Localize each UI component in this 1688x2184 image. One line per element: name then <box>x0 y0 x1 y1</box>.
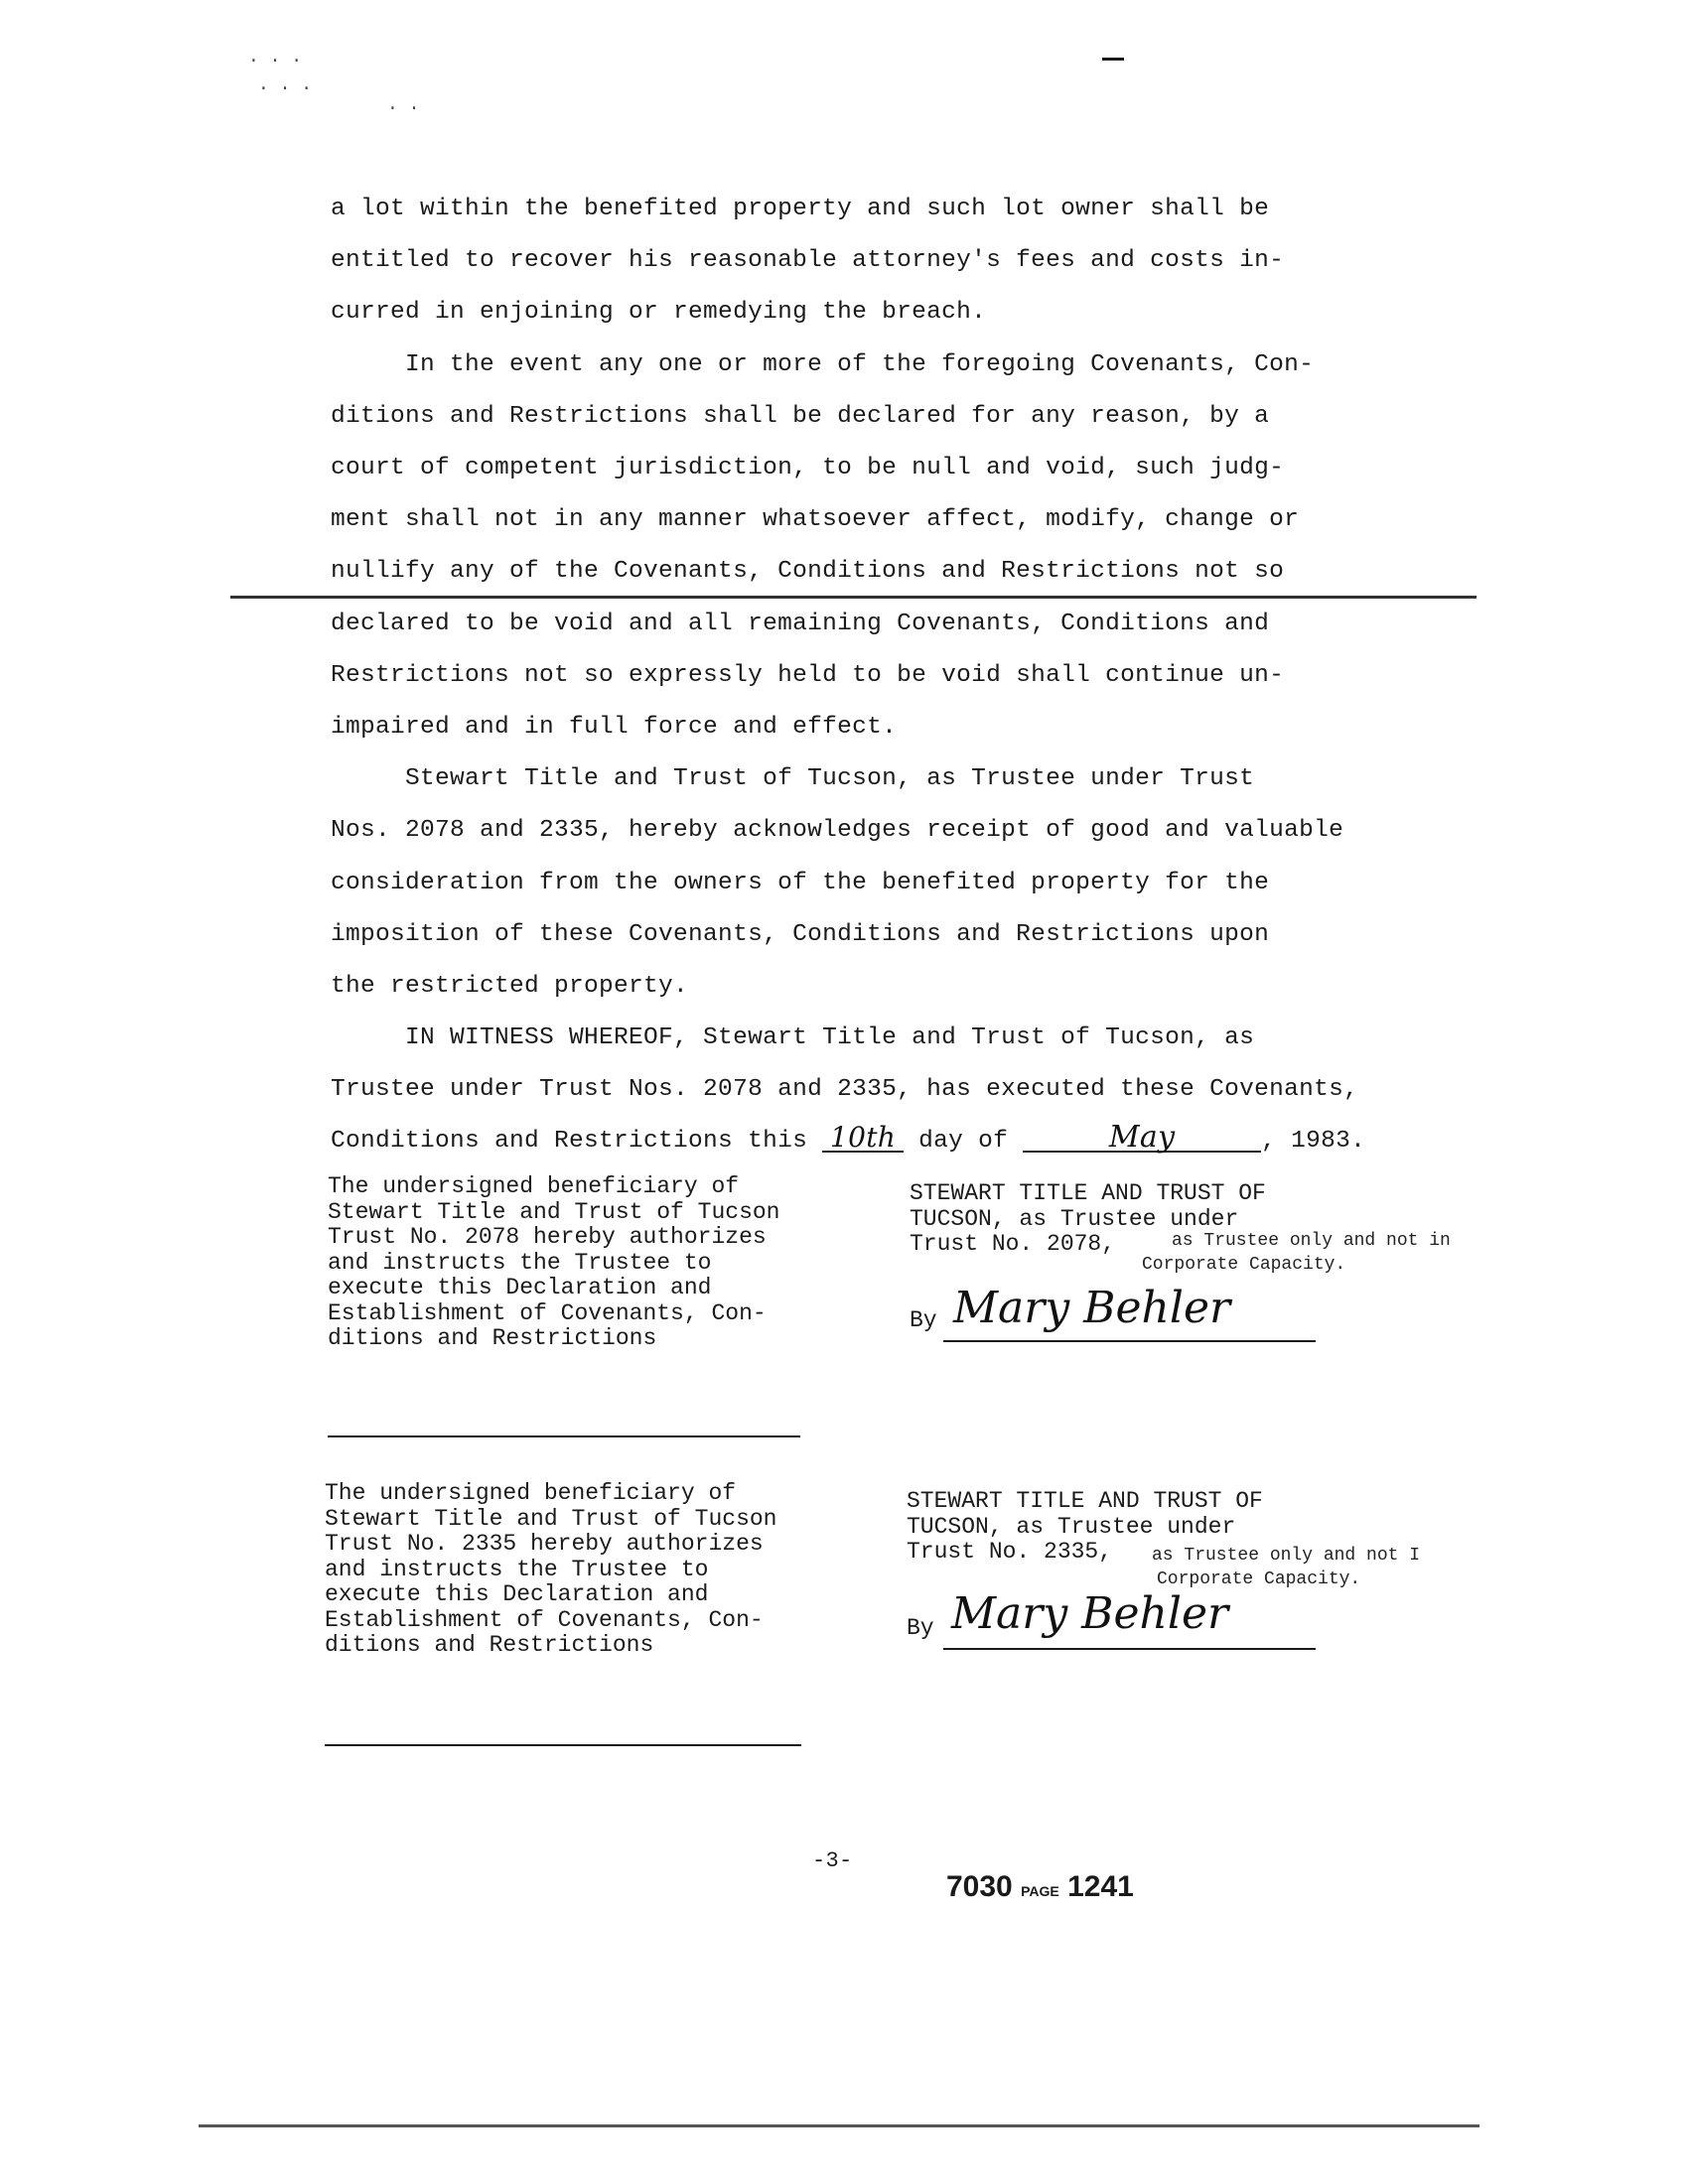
body-line: Stewart Title and Trust of Tucson, as Trustee under Trust <box>331 765 1255 793</box>
body-line: Trustee under Trust Nos. 2078 and 2335, has executed these Covenants, <box>331 1076 1359 1104</box>
signature: Mary Behler <box>953 1283 1231 1333</box>
recording-reference <box>946 1870 1134 1904</box>
block-line: Establishment of Covenants, Con- <box>325 1606 764 1633</box>
body-line: court of competent jurisdiction, to be null and void, such judg- <box>331 455 1285 481</box>
block-line: Stewart Title and Trust of Tucson <box>325 1505 777 1532</box>
body-line: entitled to recover his reasonable attorney's fees and costs in- <box>331 247 1285 275</box>
recorded-page-number: 1241 <box>1067 1870 1134 1903</box>
body-line: In the event any one or more of the foregoing Covenants, Con- <box>331 350 1315 378</box>
body-line: a lot within the benefited property and such lot owner shall be <box>331 196 1270 222</box>
body-line: consideration from the owners of the benefited property for the <box>331 869 1270 896</box>
trustee-stamp-line2: Corporate Capacity. <box>1157 1570 1361 1589</box>
trustee-stamp-line1: as Trustee only and not in <box>1172 1231 1451 1251</box>
signature-line <box>943 1648 1316 1650</box>
block-line: The undersigned beneficiary of <box>325 1480 737 1506</box>
body-line: IN WITNESS WHEREOF, Stewart Title and Trust of Tucson, as <box>331 1024 1255 1052</box>
by-label: By <box>907 1615 934 1641</box>
block-line: STEWART TITLE AND TRUST OF <box>910 1180 1266 1206</box>
beneficiary-authorization-2078 <box>328 1174 779 1352</box>
block-line: ditions and Restrictions <box>328 1325 657 1351</box>
execution-prefix: Conditions and Restrictions this <box>331 1128 823 1155</box>
block-line: Trust No. 2078 hereby authorizes <box>328 1224 767 1250</box>
scan-speckle: · · · <box>258 79 313 99</box>
block-line: Trust No. 2335, <box>907 1539 1113 1565</box>
block-line: Stewart Title and Trust of Tucson <box>328 1198 780 1225</box>
body-line: imposition of these Covenants, Conditions and Restrictions upon <box>331 920 1270 948</box>
block-line: ditions and Restrictions <box>325 1632 654 1658</box>
signature-line <box>943 1340 1316 1342</box>
body-line: curred in enjoining or remedying the breach. <box>331 299 987 327</box>
execution-middle: day of <box>904 1128 1024 1155</box>
block-line: and instructs the Trustee to <box>328 1249 712 1276</box>
block-line: execute this Declaration and <box>328 1275 712 1300</box>
body-line: ment shall not in any manner whatsoever affect, modify, change or <box>331 506 1300 534</box>
scan-speckle: · · · <box>248 52 303 71</box>
page-label: PAGE <box>1021 1883 1059 1899</box>
body-line: nullify any of the Covenants, Conditions and Restrictions not so <box>331 558 1285 586</box>
body-line: impaired and in full force and effect. <box>331 714 898 741</box>
trustee-stamp-line1: as Trustee only and not I <box>1152 1546 1421 1566</box>
day-field: 10th <box>822 1125 904 1153</box>
block-line: TUCSON, as Trustee under <box>907 1513 1236 1540</box>
book-number: 7030 <box>946 1870 1013 1903</box>
beneficiary-signature-line <box>325 1744 801 1746</box>
page-number: -3- <box>812 1848 853 1873</box>
block-line: and instructs the Trustee to <box>325 1556 709 1582</box>
body-line: ditions and Restrictions shall be declared for any reason, by a <box>331 402 1270 430</box>
block-line: Trust No. 2078, <box>910 1231 1116 1257</box>
block-line: Trust No. 2335 hereby authorizes <box>325 1531 764 1557</box>
by-label: By <box>910 1307 937 1333</box>
block-line: The undersigned beneficiary of <box>328 1173 740 1199</box>
body-line: declared to be void and all remaining Covenants, Conditions and <box>331 610 1270 637</box>
block-line: TUCSON, as Trustee under <box>910 1205 1239 1232</box>
body-line: Restrictions not so expressly held to be void shall continue un- <box>331 661 1285 689</box>
block-line: Establishment of Covenants, Con- <box>328 1299 767 1326</box>
block-line: STEWART TITLE AND TRUST OF <box>907 1488 1263 1514</box>
scan-mark <box>1102 58 1124 61</box>
scan-bottom-edge <box>199 2124 1479 2127</box>
block-line: execute this Declaration and <box>325 1581 709 1607</box>
beneficiary-signature-line <box>328 1435 800 1437</box>
month-field: May <box>1023 1125 1261 1153</box>
scan-line-artifact <box>230 596 1477 599</box>
body-line: the restricted property. <box>331 973 689 1000</box>
beneficiary-authorization-2335 <box>325 1481 776 1659</box>
signature: Mary Behler <box>951 1588 1229 1639</box>
body-line: Nos. 2078 and 2335, hereby acknowledges receipt of good and valuable <box>331 817 1344 845</box>
execution-suffix: , 1983. <box>1261 1128 1366 1155</box>
execution-line <box>331 1120 1366 1157</box>
scan-speckle: · · <box>387 99 420 119</box>
trustee-stamp-line2: Corporate Capacity. <box>1142 1255 1346 1275</box>
